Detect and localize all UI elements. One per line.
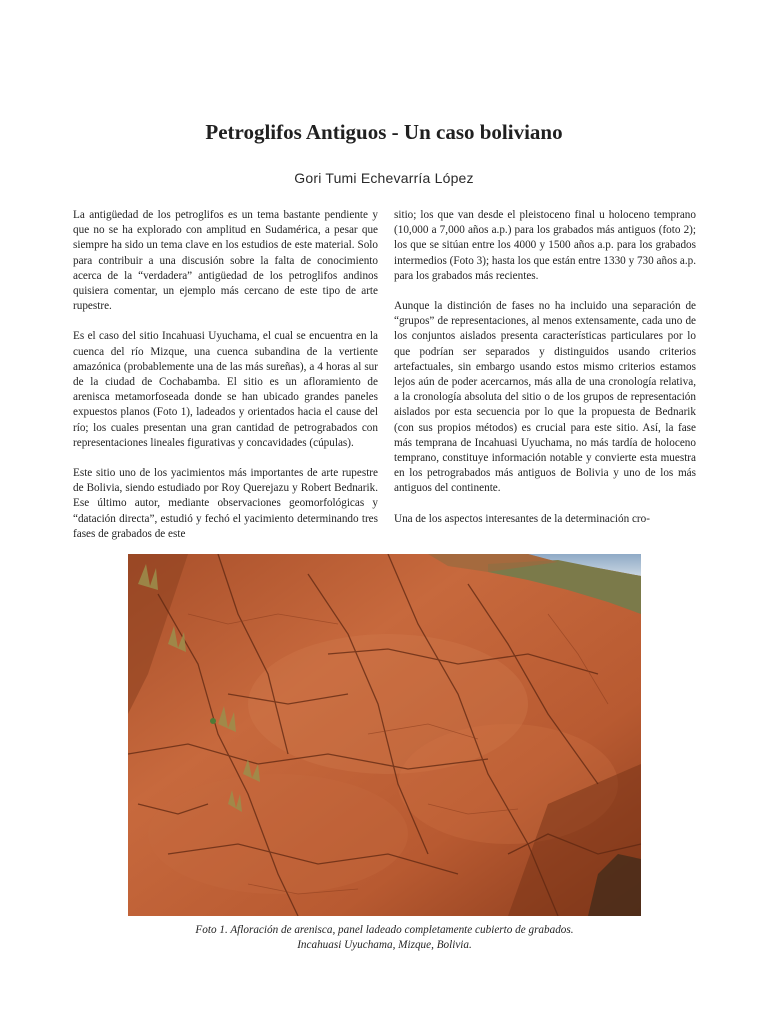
paragraph: La antigüedad de los petroglifos es un tema bastante pendiente y que no se ha explorado con amplitud en Sudamérica, a pesar que siempre ha sido un tema clave en los estudios de este material. Solo para contribuir a una discusión sobre la falta de conocimiento acerca de la “verdadera” antigüedad de los petroglifos andinos quisiera comentar, un ejemplo más cercano de este tipo de arte rupestre. [73, 209, 378, 313]
figure-caption [128, 923, 641, 953]
page-title: Petroglifos Antiguos - Un caso boliviano [205, 120, 563, 144]
photo-illustration [128, 554, 641, 916]
paragraph: Aunque la distinción de fases no ha incluido una separación de “grupos” de representaciones, al menos extensamente, cada uno de los conjuntos aislados presenta características particulares por lo que podrían ser separados y distinguidos usando criterios artefactuales, sin embargo usando estos mismo criterios estamos lejos aún de poder acercarnos, más alla de una cronología relativa, a la cronología absoluta del sitio o de los grupos de representación aislados por esta secuencia por lo que la propuesta de Bednarik (con sus propios métodos) es crucial para este sitio. Así, la fase más temprana de Incahuasi Uyuchama, no más tardía de holoceno temprano, constituye información notable y convierte esta muestra en los petrograbados más antiguos de Bolivia y uno de los más antiguos del continente. [394, 300, 696, 495]
paragraph: Es el caso del sitio Incahuasi Uyuchama, el cual se encuentra en la cuenca del río Mizque, una cuenca subandina de la vertiente amazónica (probablemente una de las más sureñas), a 4 horas al sur de la ciudad de Cochabamba. El sitio es un afloramiento de arenisca metamorfoseada donde se han ubicado grandes paneles expuestos planos (Foto 1), ladeados y orientados hacia el cause del río; los cuales presentan una gran cantidad de petrograbados con representaciones lineales figurativas y concavidades (cúpulas). [73, 330, 378, 449]
paragraph: Este sitio uno de los yacimientos más importantes de arte rupestre de Bolivia, siendo estudiado por Roy Querejazu y Robert Bednarik. Ese último autor, mediante observaciones geomorfológicas y “datación directa”, estudió y fechó el yacimiento determinando tres fases de grabados de este [73, 467, 378, 540]
small-plant [210, 718, 216, 724]
caption-line: Foto 1. Afloración de arenisca, panel ladeado completamente cubierto de grabados. [195, 924, 574, 936]
author-name: Gori Tumi Echevarría López [294, 170, 474, 186]
left-column [73, 208, 378, 557]
caption-line: Incahuasi Uyuchama, Mizque, Bolivia. [297, 939, 472, 951]
sandstone-outcrop-photo [128, 554, 641, 916]
paragraph: Una de los aspectos interesantes de la determinación cro- [394, 512, 650, 525]
right-column [394, 208, 696, 542]
paragraph: sitio; los que van desde el pleistoceno final u holoceno temprano (10,000 a 7,000 años a.p.) para los grabados más antiguos (foto 2); los que se sitúan entre los 4000 y 1500 años a.p. para los grabados intermedios (Foto 3); hasta los que están entre 1330 y 730 años a.p. para los grabados más recientes. [394, 209, 697, 282]
